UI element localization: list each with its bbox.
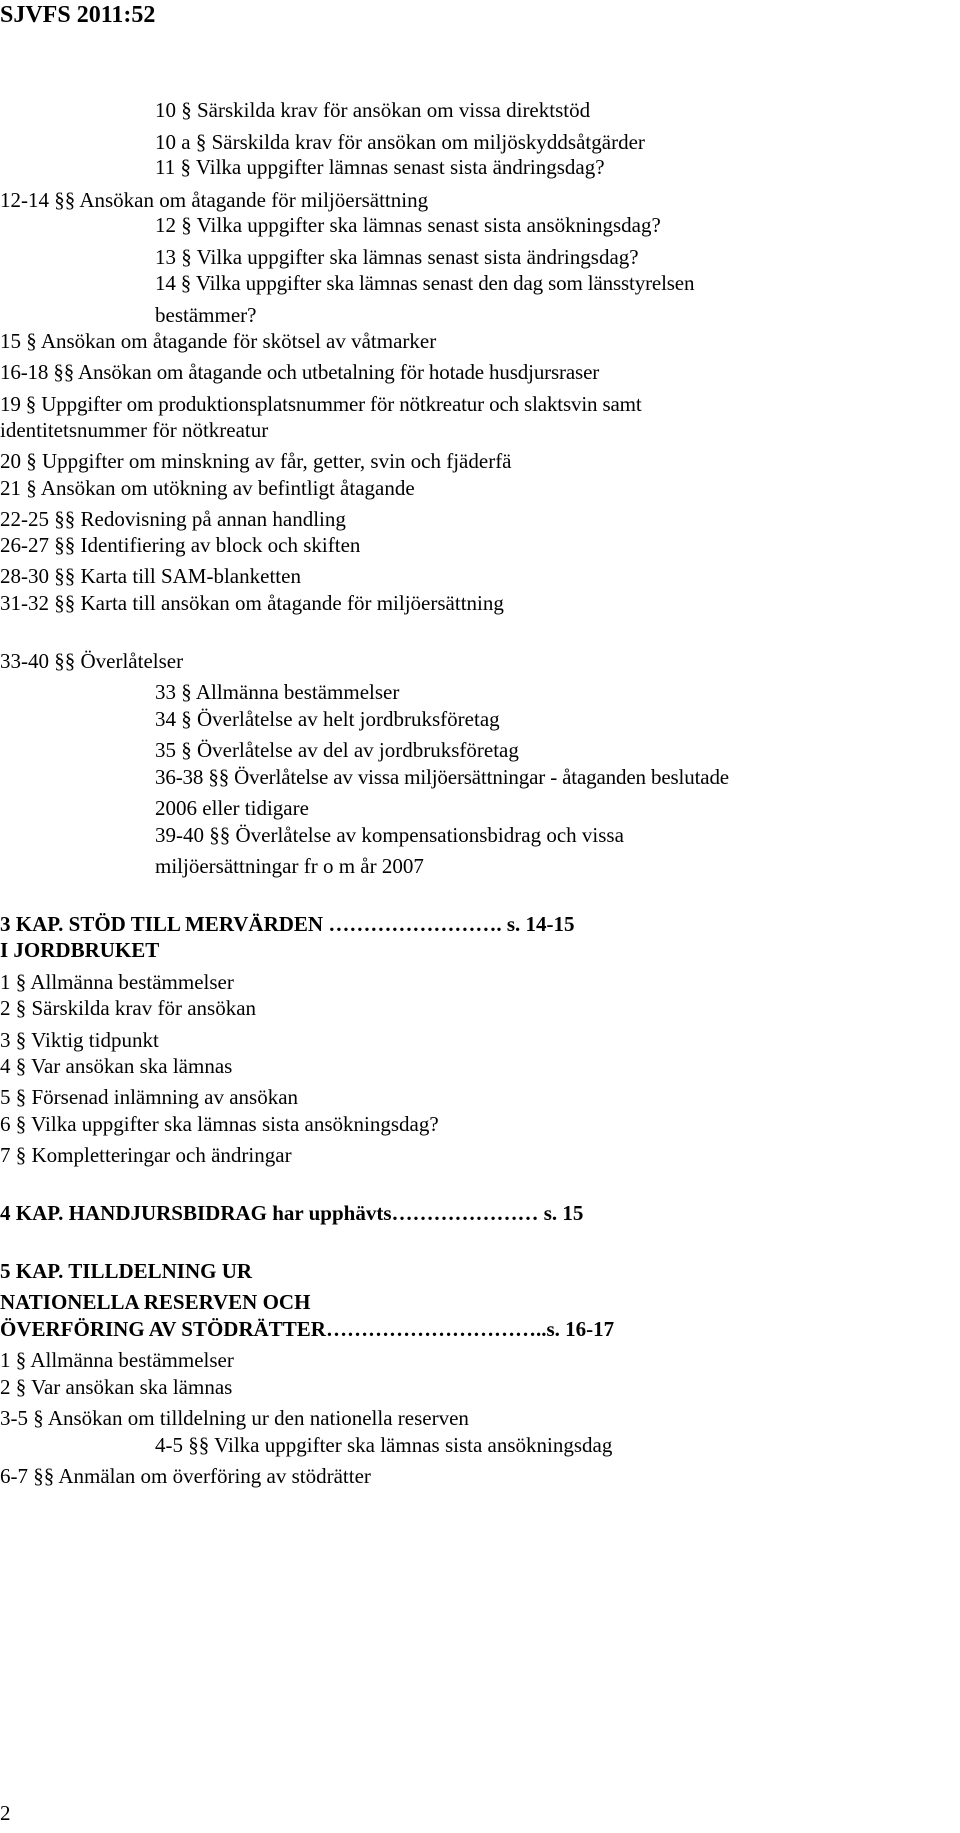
toc-entry: 1 § Allmänna bestämmelser — [0, 970, 234, 994]
toc-entry: 22-25 §§ Redovisning på annan handling — [0, 507, 346, 531]
toc-entry: miljöersättningar fr o m år 2007 — [155, 854, 424, 878]
toc-entry: 34 § Överlåtelse av helt jordbruksföretag — [155, 707, 500, 731]
toc-entry: 10 a § Särskilda krav för ansökan om miljöskyddsåtgärder — [155, 130, 645, 154]
toc-entry: 36-38 §§ Överlåtelse av vissa miljöersättningar - åtaganden beslutade — [155, 765, 729, 789]
toc-entry: 26-27 §§ Identifiering av block och skiften — [0, 533, 361, 557]
chapter-heading: ÖVERFÖRING AV STÖDRÄTTER…………………………..s. 16-17 — [0, 1317, 615, 1341]
toc-entry: 2 § Särskilda krav för ansökan — [0, 996, 257, 1020]
toc-entry: 12-14 §§ Ansökan om åtagande för miljöersättning — [0, 188, 429, 212]
toc-entry: 3 § Viktig tidpunkt — [0, 1028, 159, 1052]
toc-entry: 33-40 §§ Överlåtelser — [0, 649, 184, 673]
toc-entry: 15 § Ansökan om åtagande för skötsel av våtmarker — [0, 329, 437, 353]
toc-entry: 33 § Allmänna bestämmelser — [155, 680, 400, 704]
toc-entry: 3-5 § Ansökan om tilldelning ur den nationella reserven — [0, 1406, 469, 1430]
toc-entry: 11 § Vilka uppgifter lämnas senast sista ändringsdag? — [155, 155, 605, 179]
toc-entry: 19 § Uppgifter om produktionsplatsnummer för nötkreatur och slaktsvin samt — [0, 392, 642, 416]
toc-entry: 6-7 §§ Anmälan om överföring av stödrätter — [0, 1464, 371, 1488]
toc-entry: 4-5 §§ Vilka uppgifter ska lämnas sista ansökningsdag — [155, 1433, 613, 1457]
toc-entry: 14 § Vilka uppgifter ska lämnas senast den dag som länsstyrelsen — [155, 271, 695, 295]
toc-entry: 6 § Vilka uppgifter ska lämnas sista ansökningsdag? — [0, 1112, 439, 1136]
toc-entry: 12 § Vilka uppgifter ska lämnas senast sista ansökningsdag? — [155, 213, 661, 237]
toc-entry: 39-40 §§ Överlåtelse av kompensationsbidrag och vissa — [155, 823, 624, 847]
toc-entry: 5 § Försenad inlämning av ansökan — [0, 1085, 299, 1109]
chapter-heading: 4 KAP. HANDJURSBIDRAG har upphävts………………… s. 15 — [0, 1201, 584, 1225]
toc-entry: 10 § Särskilda krav för ansökan om vissa direktstöd — [155, 98, 591, 122]
toc-entry: 4 § Var ansökan ska lämnas — [0, 1054, 233, 1078]
toc-entry: 35 § Överlåtelse av del av jordbruksföretag — [155, 738, 519, 762]
toc-entry: 20 § Uppgifter om minskning av får, getter, svin och fjäderfä — [0, 449, 512, 473]
toc-entry: identitetsnummer för nötkreatur — [0, 418, 269, 442]
document-header: SJVFS 2011:52 — [0, 2, 156, 28]
toc-entry: 28-30 §§ Karta till SAM-blanketten — [0, 564, 301, 588]
toc-entry: 31-32 §§ Karta till ansökan om åtagande för miljöersättning — [0, 591, 504, 615]
toc-entry: bestämmer? — [155, 303, 257, 327]
toc-entry: 2006 eller tidigare — [155, 796, 309, 820]
chapter-heading: 5 KAP. TILLDELNING UR — [0, 1259, 253, 1283]
toc-entry: 13 § Vilka uppgifter ska lämnas senast sista ändringsdag? — [155, 245, 639, 269]
chapter-heading: 3 KAP. STÖD TILL MERVÄRDEN ……………………. s. 14-15 — [0, 912, 575, 936]
toc-entry: 1 § Allmänna bestämmelser — [0, 1348, 234, 1372]
toc-entry: 2 § Var ansökan ska lämnas — [0, 1375, 233, 1399]
toc-entry: 16-18 §§ Ansökan om åtagande och utbetalning för hotade husdjursraser — [0, 360, 600, 384]
toc-entry: 7 § Kompletteringar och ändringar — [0, 1143, 292, 1167]
page-number: 2 — [0, 1801, 11, 1825]
chapter-heading: NATIONELLA RESERVEN OCH — [0, 1290, 311, 1314]
chapter-heading: I JORDBRUKET — [0, 938, 160, 962]
toc-entry: 21 § Ansökan om utökning av befintligt åtagande — [0, 476, 415, 500]
